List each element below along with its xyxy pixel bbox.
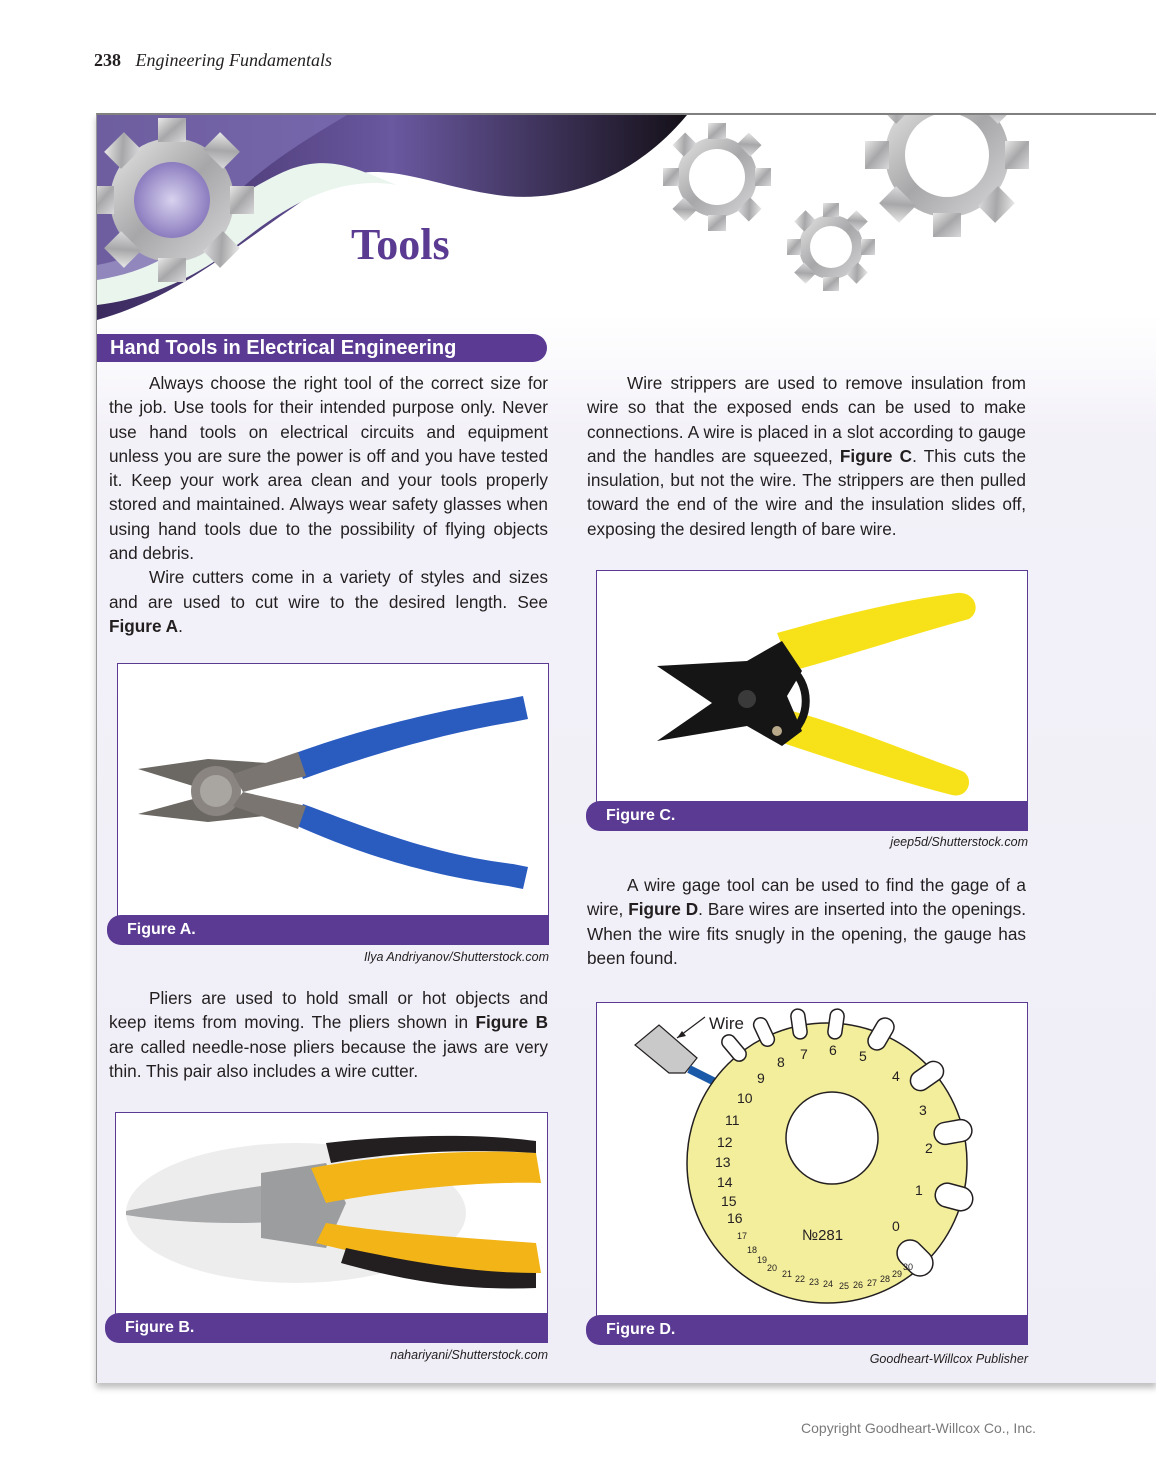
right-text-block-2 <box>587 873 1026 970</box>
figure-b-caption: Figure B. <box>105 1313 548 1343</box>
svg-text:29: 29 <box>892 1269 903 1279</box>
figure-c <box>586 570 1028 855</box>
left-text-block-2 <box>109 986 548 1083</box>
paragraph: Always choose the right tool of the correct size for the job. Use tools for their intended purpose only. Never use hand tools on electrical circuits and equipment unless you are sure the power is off and you have tested it. Keep your work area clean and your tools properly stored and maintained. Always wear safety glasses when using hand tools due to the possibility of flying objects and debris. <box>109 373 548 564</box>
svg-text:9: 9 <box>757 1070 765 1086</box>
figure-d-image <box>596 1002 1028 1318</box>
svg-text:14: 14 <box>717 1174 733 1190</box>
paragraph: Wire strippers are used to remove insulation from wire so that the exposed ends can be used to make connections. A wire is placed in a slot according to gauge and the handles are squeezed, Figure C. This cuts the insulation, but not the wire. The strippers are then pulled toward the end of the wire and the insulation slides off, exposing the desired length of bare wire. <box>587 373 1026 539</box>
wire-label: Wire <box>709 1014 744 1033</box>
figure-reference: Figure C <box>839 445 913 466</box>
svg-text:19: 19 <box>757 1255 768 1265</box>
svg-text:0: 0 <box>892 1218 900 1234</box>
model-label: №281 <box>802 1227 844 1244</box>
figure-a <box>107 663 549 973</box>
svg-text:26: 26 <box>853 1280 864 1290</box>
figure-c-credit: jeep5d/Shutterstock.com <box>890 835 1028 849</box>
needle-nose-pliers-icon <box>116 1113 547 1314</box>
figure-a-credit: Ilya Andriyanov/Shutterstock.com <box>363 950 549 964</box>
feature-panel <box>96 113 1156 1383</box>
svg-text:18: 18 <box>747 1245 758 1255</box>
svg-text:27: 27 <box>867 1278 878 1288</box>
svg-text:15: 15 <box>721 1193 737 1209</box>
copyright: Copyright Goodheart-Willcox Co., Inc. <box>801 1420 1036 1436</box>
paragraph: A wire gage tool can be used to find the gage of a wire, Figure D. Bare wires are inserted into the openings. When the wire fits snugly in the opening, the gauge has been found. <box>587 875 1026 968</box>
figure-d-credit: Goodheart-Willcox Publisher <box>869 1352 1028 1366</box>
figure-b-image <box>115 1112 548 1315</box>
svg-text:16: 16 <box>727 1210 743 1226</box>
figure-b-credit: nahariyani/Shutterstock.com <box>390 1348 548 1362</box>
figure-c-image <box>596 570 1028 805</box>
paragraph: Wire cutters come in a variety of styles and sizes and are used to cut wire to the desired length. See Figure A. <box>109 567 548 636</box>
wire-strippers-icon <box>597 571 1027 804</box>
figure-reference: Figure D <box>628 899 699 920</box>
left-text-block-1 <box>109 371 548 638</box>
figure-c-caption: Figure C. <box>586 801 1028 831</box>
section-heading: Hand Tools in Electrical Engineering <box>97 334 547 362</box>
svg-text:7: 7 <box>800 1046 808 1062</box>
figure-d-caption: Figure D. <box>586 1315 1028 1345</box>
wire-gage-diagram <box>597 1003 1027 1317</box>
page-number: 238 <box>94 50 121 70</box>
svg-text:20: 20 <box>767 1263 778 1273</box>
figure-d <box>586 1002 1028 1366</box>
figure-reference: Figure B <box>475 1012 548 1033</box>
gears-swoosh-illustration <box>97 115 1156 325</box>
figure-b <box>105 1112 548 1372</box>
svg-text:11: 11 <box>725 1112 740 1128</box>
svg-text:21: 21 <box>782 1269 793 1279</box>
svg-text:25: 25 <box>839 1281 850 1291</box>
banner-title: Tools <box>351 220 450 269</box>
svg-text:28: 28 <box>880 1274 891 1284</box>
svg-text:17: 17 <box>737 1231 748 1241</box>
svg-text:30: 30 <box>903 1262 914 1272</box>
svg-text:6: 6 <box>829 1042 837 1058</box>
right-text-block-1 <box>587 371 1026 541</box>
banner <box>97 115 1156 325</box>
svg-text:22: 22 <box>795 1274 806 1284</box>
svg-text:13: 13 <box>715 1154 731 1170</box>
svg-text:2: 2 <box>925 1140 933 1156</box>
book-title: Engineering Fundamentals <box>135 50 332 70</box>
svg-text:24: 24 <box>823 1279 834 1289</box>
figure-reference: Figure A <box>109 615 179 636</box>
svg-text:4: 4 <box>892 1068 900 1084</box>
svg-text:3: 3 <box>919 1102 927 1118</box>
paragraph: Pliers are used to hold small or hot objects and keep items from moving. The pliers shown in Figure B are called needle-nose pliers because the jaws are very thin. This pair also includes a wire cutter. <box>109 988 548 1081</box>
svg-text:10: 10 <box>737 1090 753 1106</box>
svg-text:23: 23 <box>809 1277 820 1287</box>
figure-a-caption: Figure A. <box>107 915 549 945</box>
figure-a-image <box>117 663 549 919</box>
running-head <box>94 50 332 71</box>
svg-text:1: 1 <box>915 1182 923 1198</box>
svg-text:5: 5 <box>859 1048 867 1064</box>
svg-text:12: 12 <box>717 1134 733 1150</box>
svg-text:8: 8 <box>777 1054 785 1070</box>
wire-cutters-icon <box>118 664 548 918</box>
